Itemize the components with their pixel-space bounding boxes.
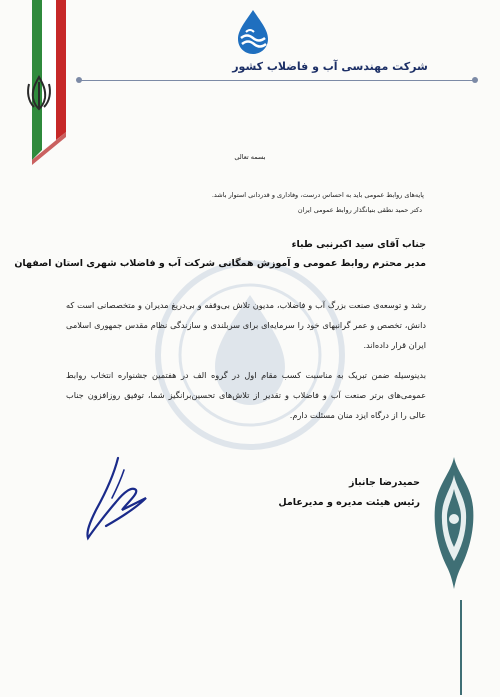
iran-emblem-icon	[24, 74, 54, 114]
water-company-logo-icon	[232, 8, 274, 56]
ornament-stem	[460, 600, 462, 695]
header-divider-dot	[472, 77, 478, 83]
signer-title: رئیس هیئت مدیره و مدیرعامل	[278, 497, 420, 508]
signature-icon	[76, 452, 166, 542]
company-name: شرکت مهندسی آب و فاضلاب کشور	[232, 60, 428, 73]
quote-author: دکتر حمید نطقی بنیانگذار روابط عمومی ایران	[297, 206, 422, 214]
header-divider-dot	[76, 77, 82, 83]
addressee-title: مدیر محترم روابط عمومی و آموزش همگانی شرکت آب و فاضلاب شهری استان اصفهان	[14, 258, 426, 269]
watermark-seal-icon	[150, 255, 350, 455]
bismillah-heading: بسمه تعالی	[234, 153, 266, 161]
letter-paragraph-2: بدینوسیله ضمن تبریک به مناسبت کسب مقام اول در گروه الف در هفتمین جشنواره انتخاب روابط عمومی‌های برتر صنعت آب و فاضلاب و تقدیر از تلاش‌های تحسین‌برانگیز شما، توفیق روزافزون جناب عالی را از درگاه ایزد منان مسئلت دارم.	[66, 370, 426, 420]
opening-quote: پایه‌های روابط عمومی باید به احساس درست، وفاداری و قدردانی استوار باشد.	[211, 191, 424, 199]
addressee-name: جناب آقای سید اکبرنبی طباء	[291, 239, 426, 250]
signer-name: حمیدرضا جانباز	[349, 477, 420, 488]
letter-paragraph-1: رشد و توسعه‌ی صنعت بزرگ آب و فاضلاب، مدیون تلاش بی‌وقفه و بی‌دریغ مدیران و متخصصانی است که دانش، تخصص و عمر گرانبهای خود را سرمایه‌ای برای سربلندی و سازندگی نظام مقدس جمهوری اسلامی ایران قرار داده‌اند.	[66, 300, 426, 350]
header-divider	[78, 80, 474, 81]
islamic-ornament-icon	[425, 455, 483, 605]
